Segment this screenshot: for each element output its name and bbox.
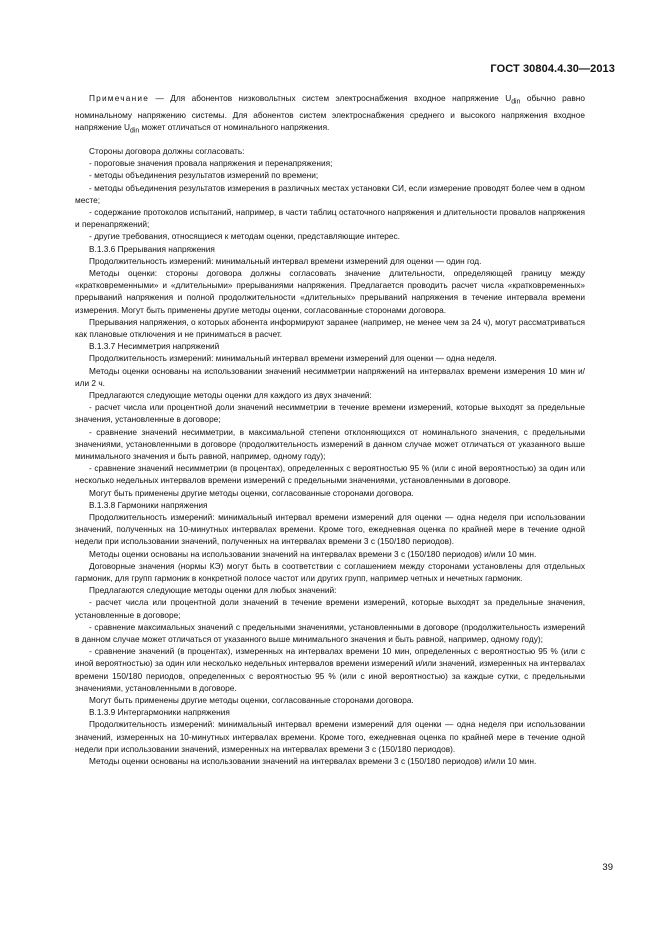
paragraph: Прерывания напряжения, о которых абонента информируют заранее (например, не менее чем за 24 ч), могут рассматриваться как плановые отключения и не приниматься в расчет.: [75, 316, 585, 339]
list-item: - методы объединения результатов измерения в различных местах установки СИ, если измерение проводят более чем в одном месте;: [75, 182, 585, 205]
list-item: - сравнение значений несимметрии, в максимальной степени отклоняющихся от номинального значения, с предельными значениями, установленными в договоре (продолжительность измерений в данном случае может отличаться от указанного выше минимального значения и быть равной, например, одному году);: [75, 426, 585, 461]
paragraph: Продолжительность измерений: минимальный интервал времени измерений для оценки — одна неделя.: [89, 353, 497, 364]
list-item: - пороговые значения провала напряжения и перенапряжения;: [89, 158, 333, 169]
list-item: - сравнение значений несимметрии (в процентах), определенных с вероятностью 95 % (или с иной вероятностью) за один или несколько недельных интервалов времени измерений с предельными значениями, установленными в договоре.: [75, 463, 585, 486]
paragraph: Продолжительность измерений: минимальный интервал времени измерений для оценки — одна неделя при использовании значений, полученных на 10-минутных интервалах времени. Кроме того, ежедневная оценка по крайней мере в течение одной недели при использовании значений, полученных на интервалах времени 3 с (150/180 периодов).: [75, 512, 585, 547]
paragraph: Могут быть применены другие методы оценки, согласованные сторонами договора.: [89, 487, 414, 498]
paragraph: Предлагаются следующие методы оценки для каждого из двух значений:: [89, 389, 372, 400]
paragraph: Методы оценки: стороны договора должны согласовать значение длительности, определяющей границу между «кратковременными» и «длительными» прерываниями напряжения. Предлагается проводить расчет числа «кратковременных» прерываний напряжения и полной продолжительности «длительных» прерываний напряжения в течение интервала времени измерения. Могут быть применены другие методы оценки, согласованные сторонами договора.: [75, 267, 585, 315]
paragraph: Продолжительность измерений: минимальный интервал времени измерений для оценки — один год.: [89, 255, 482, 266]
note-paragraph: Примечание — Для абонентов низковольтных систем электроснабжения входное напряжение $U_{din}$ обычно равно номинальному напряжению системы. Для абонентов систем электроснабжения среднего и высокого напряжения входное напряжение $U_{din}$ может отличаться от номинального напряжения.: [75, 93, 585, 135]
paragraph: Договорные значения (нормы КЭ) могут быть в соответствии с соглашением между сторонами установлены для отдельных гармоник, для групп гармоник в конкретной полосе частот или других групп, например четных и нечетных гармоник.: [75, 560, 585, 584]
list-item: - расчет числа или процентной доли значений в течение времени измерений, которые выходят за предельные значения, установленные в договоре;: [75, 597, 585, 620]
document-body: [75, 92, 585, 767]
page-number: 39: [602, 862, 613, 873]
note-label: Примечание: [89, 93, 150, 103]
paragraph: Продолжительность измерений: минимальный интервал времени измерений для оценки — одна неделя при использовании значений, измеренных на 10-минутных интервалах времени. Кроме того, ежедневная оценка по крайней мере в течение одной недели при использовании значений, измеренных на интервалах времени 3 с (150/180 периодов).: [75, 719, 585, 754]
list-item: - сравнение максимальных значений с предельными значениями, установленными в договоре (продолжительность измерений в данном случае может отличаться от указанного выше минимального значения и быть равной, например, одному году);: [75, 621, 585, 645]
paragraph: Методы оценки основаны на использовании значений несимметрии напряжений на интервалах времени измерения 10 мин и/или 2 ч.: [75, 365, 585, 388]
list-item: - методы объединения результатов измерений по времени;: [89, 170, 319, 181]
section-heading: В.1.3.8 Гармоники напряжения: [89, 499, 208, 510]
paragraph: Предлагаются следующие методы оценки для любых значений:: [89, 585, 337, 596]
list-item: - содержание протоколов испытаний, например, в части таблиц остаточного напряжения и длительности провалов напряжения и перенапряжений;: [75, 206, 585, 230]
section-heading: В.1.3.6 Прерывания напряжения: [89, 243, 215, 254]
paragraph: Могут быть применены другие методы оценки, согласованные сторонами договора.: [89, 695, 414, 706]
paragraph: Методы оценки основаны на использовании значений на интервалах времени 3 с (150/180 периодов) и/или 10 мин.: [89, 548, 537, 559]
paragraph: Стороны договора должны согласовать:: [89, 145, 245, 156]
section-heading: В.1.3.7 Несимметрия напряжений: [89, 341, 220, 352]
section-heading: В.1.3.9 Интергармоники напряжения: [89, 707, 230, 718]
list-item: - другие требования, относящиеся к методам оценки, представляющие интерес.: [89, 231, 400, 242]
list-item: - сравнение значений (в процентах), измеренных на интервалах времени 10 мин, определенных с вероятностью 95 % (или с иной вероятностью) за один или несколько недельных интервалов времени измерений и/или значений, измеренных на интервалах времени 150/180 периодов, определенных с вероятностью 95 % (или с иной вероятностью) за каждые сутки, с предельными значениями, установленными в договоре.: [75, 646, 585, 693]
paragraph: Методы оценки основаны на использовании значений на интервалах времени 3 с (150/180 периодов) и/или 10 мин.: [89, 756, 537, 767]
document-header: ГОСТ 30804.4.30—2013: [490, 63, 615, 75]
list-item: - расчет числа или процентной доли значений несимметрии в течение времени измерений, которые выходят за предельные значения, установленные в договоре;: [75, 402, 585, 425]
